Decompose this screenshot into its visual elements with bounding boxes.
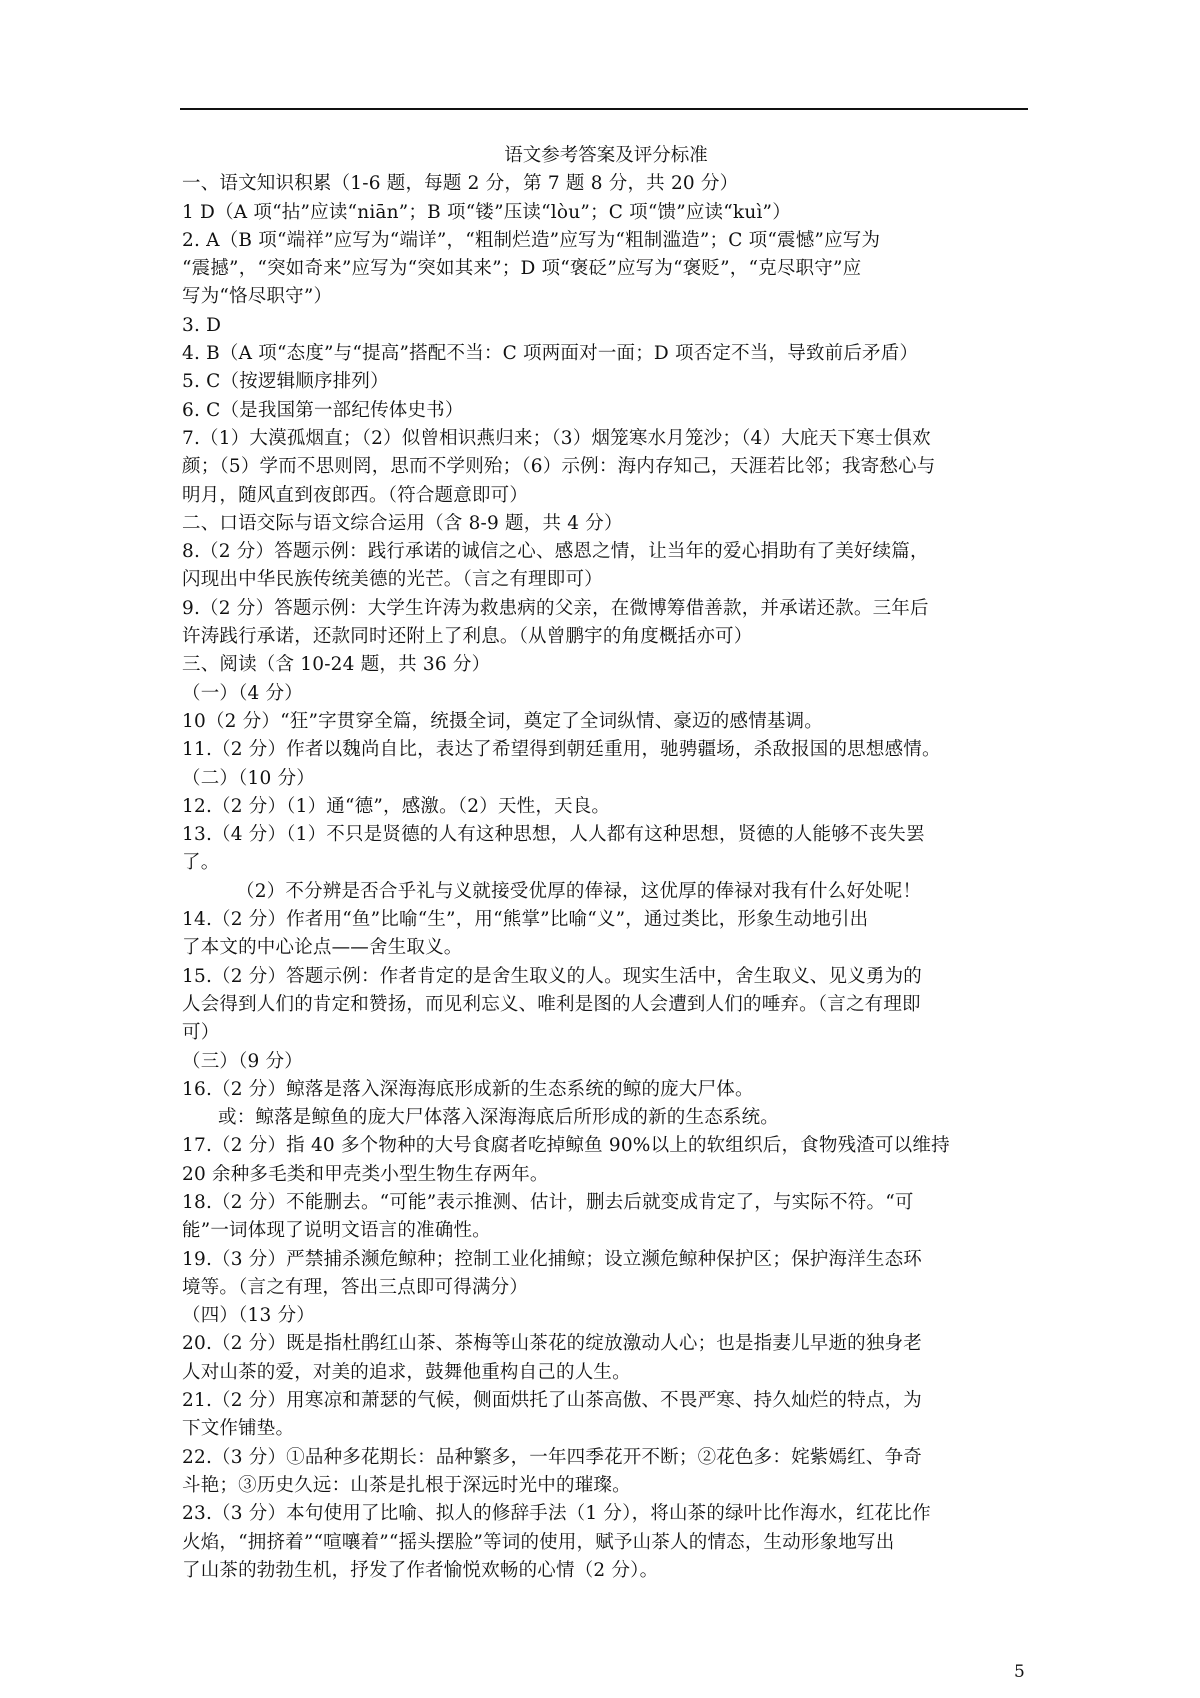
answer-line: 人对山茶的爱，对美的追求，鼓舞他重构自己的人生。 [182,1361,631,1383]
answer-line: 了本文的中心论点——舍生取义。 [182,937,463,959]
answer-line: 或：鲸落是鲸鱼的庞大尸体落入深海海底后所形成的新的生态系统。 [218,1107,780,1129]
answer-line: 15.（2 分）答题示例：作者肯定的是舍生取义的人。现实生活中，舍生取义、见义勇为的 [182,965,922,987]
answer-line: 11.（2 分）作者以魏尚自比，表达了希望得到朝廷重用，驰骋疆场，杀敌报国的思想感情。 [182,739,941,761]
answer-line: 20 余种多毛类和甲壳类小型生物生存两年。 [182,1163,549,1185]
answer-line: 10（2 分）“狂”字贯穿全篇，统摄全词，奠定了全词纵情、豪迈的感情基调。 [182,710,824,732]
answer-line: （2）不分辨是否合乎礼与义就接受优厚的俸禄，这优厚的俸禄对我有什么好处呢！ [236,880,922,902]
answer-line: 7.（1）大漠孤烟直；（2）似曾相识燕归来；（3）烟笼寒水月笼沙；（4）大庇天下寒士俱欢 [182,427,931,449]
answer-line: 2. A（B 项“端祥”应写为“端详”，“粗制烂造”应写为“粗制滥造”；C 项“震憾”应写为 [182,229,881,251]
answer-line: 了。 [182,852,220,874]
section-heading: 一、语文知识积累（1-6 题，每题 2 分，第 7 题 8 分，共 20 分） [182,173,739,195]
answer-line: 19.（3 分）严禁捕杀濒危鲸种；控制工业化捕鲸；设立濒危鲸种保护区；保护海洋生态环 [182,1248,922,1270]
subsection-heading: （三）（9 分） [182,1050,304,1072]
answer-line: 1 D（A 项“拈”应读“niān”；B 项“镂”压读“lòu”；C 项“馈”应读“kuì”） [182,201,791,223]
answer-line: 17.（2 分）指 40 多个物种的大号食腐者吃掉鲸鱼 90%以上的软组织后，食物残渣可以维持 [182,1135,950,1157]
answer-line: 颜；（5）学而不思则罔，思而不学则殆；（6）示例：海内存知己，天涯若比邻；我寄愁心与 [182,456,936,478]
page-number: 5 [1014,1662,1025,1682]
subsection-heading: （二）（10 分） [182,767,315,789]
section-heading: 二、口语交际与语文综合运用（含 8-9 题，共 4 分） [182,512,623,534]
answer-line: 22.（3 分）①品种多花期长：品种繁多，一年四季花开不断；②花色多：姹紫嫣红、争奇 [182,1446,922,1468]
answer-line: 14.（2 分）作者用“鱼”比喻“生”，用“熊掌”比喻“义”，通过类比，形象生动地引出 [182,909,869,931]
answer-line: 下文作铺垫。 [182,1418,295,1440]
answer-line: 8.（2 分）答题示例：践行承诺的诚信之心、感恩之情，让当年的爱心捐助有了美好续篇， [182,541,929,563]
subsection-heading: （四）（13 分） [182,1305,315,1327]
answer-line: 4. B（A 项“态度”与“提高”搭配不当：C 项两面对一面；D 项否定不当，导致前后矛盾） [182,343,919,365]
answer-key-body [182,142,1030,1585]
section-heading: 三、阅读（含 10-24 题，共 36 分） [182,654,491,676]
answer-line: 人会得到人们的肯定和赞扬，而见利忘义、唯利是图的人会遭到人们的唾弃。（言之有理即 [182,993,921,1015]
answer-line: “震撼”，“突如奇来”应写为“突如其来”；D 项“褒砭”应写为“褒贬”，“克尽职守”应 [182,258,862,280]
answer-line: 5. C（按逻辑顺序排列） [182,371,389,393]
answer-line: 18.（2 分）不能删去。“可能”表示推测、估计，删去后就变成肯定了，与实际不符。“可 [182,1191,914,1213]
answer-line: 9.（2 分）答题示例：大学生许涛为救患病的父亲，在微博筹借善款，并承诺还款。三年后 [182,597,929,619]
answer-line: 了山茶的勃勃生机，抒发了作者愉悦欢畅的心情（2 分）。 [182,1559,659,1581]
answer-line: 境等。（言之有理，答出三点即可得满分） [182,1276,529,1298]
answer-line: 12.（2 分）（1）通“德”，感激。（2）天性，天良。 [182,795,611,817]
answer-line: 闪现出中华民族传统美德的光芒。（言之有理即可） [182,569,603,591]
answer-line: 3. D [182,314,222,336]
answer-line: 21.（2 分）用寒凉和萧瑟的气候，侧面烘托了山茶高傲、不畏严寒、持久灿烂的特点，为 [182,1390,922,1412]
answer-line: 可） [182,1022,220,1044]
answer-line: 火焰，“拥挤着”“喧嚷着”“摇头摆脸”等词的使用，赋予山茶人的情态，生动形象地写出 [182,1531,895,1553]
answer-line: 明月，随风直到夜郎西。（符合题意即可） [182,484,529,506]
answer-line: 6. C（是我国第一部纪传体史书） [182,399,464,421]
answer-line: 20.（2 分）既是指杜鹃红山茶、茶梅等山茶花的绽放激动人心；也是指妻儿早逝的独身老 [182,1333,922,1355]
document-title: 语文参考答案及评分标准 [504,145,708,166]
answer-line: 23.（3 分）本句使用了比喻、拟人的修辞手法（1 分），将山茶的绿叶比作海水，红花比作 [182,1503,931,1525]
answer-line: 16.（2 分）鲸落是落入深海海底形成新的生态系统的鲸的庞大尸体。 [182,1078,754,1100]
subsection-heading: （一）（4 分） [182,682,304,704]
answer-line: 能”一词体现了说明文语言的准确性。 [182,1220,491,1242]
answer-line: 许涛践行承诺，还款同时还附上了利息。（从曾鹏宇的角度概括亦可） [182,626,753,648]
answer-line: 斗艳；③历史久远：山茶是扎根于深远时光中的璀璨。 [182,1474,631,1496]
header-rule [180,108,1028,110]
answer-line: 写为“恪尽职守”） [182,286,333,308]
answer-line: 13.（4 分）（1）不只是贤德的人有这种思想，人人都有这种思想，贤德的人能够不丧失罢 [182,824,925,846]
